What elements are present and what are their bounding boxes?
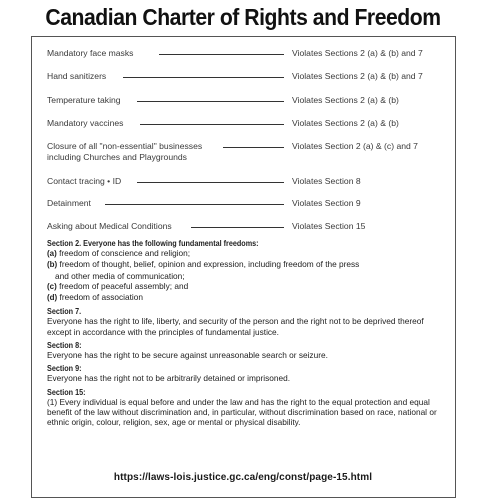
leader-line bbox=[137, 101, 284, 102]
leader-line bbox=[123, 77, 284, 78]
section-2-item: (a) freedom of conscience and religion; bbox=[47, 248, 191, 259]
section-7-heading: Section 7. bbox=[47, 306, 82, 317]
violation-label: Violates Sections 2 (a) & (b) bbox=[292, 95, 399, 105]
section-9-heading: Section 9: bbox=[47, 363, 82, 374]
violation-label: Violates Sections 2 (a) & (b) bbox=[292, 118, 399, 128]
leader-line bbox=[105, 204, 284, 205]
section-7-text: Everyone has the right to life, liberty, and security of the person and the right not to be deprived thereof except in accordance with the principles of fundamental justice. bbox=[47, 316, 424, 337]
measure-label: Hand sanitizers bbox=[47, 71, 107, 81]
violation-label: Violates Section 9 bbox=[292, 198, 361, 208]
section-2-item-continued: and other media of communication; bbox=[55, 270, 185, 281]
measure-label: Asking about Medical Conditions bbox=[47, 221, 172, 231]
measure-label: Closure of all "non-essential" businesses bbox=[47, 141, 203, 151]
charter-sections bbox=[47, 238, 447, 427]
violation-label: Violates Sections 2 (a) & (b) and 7 bbox=[292, 71, 423, 81]
measure-label-continued: including Churches and Playgrounds bbox=[47, 152, 187, 162]
section-9-text: Everyone has the right not to be arbitrarily detained or imprisoned. bbox=[47, 373, 291, 384]
section-2-item: (b) freedom of thought, belief, opinion and expression, including freedom of the press bbox=[47, 259, 360, 270]
measure-label: Contact tracing • ID bbox=[47, 176, 122, 186]
leader-line bbox=[159, 54, 284, 55]
section-8-heading: Section 8: bbox=[47, 339, 82, 350]
section-2-heading: Section 2. Everyone has the following fundamental freedoms: bbox=[47, 238, 259, 248]
section-15-heading: Section 15: bbox=[47, 386, 86, 397]
violation-label: Violates Section 15 bbox=[292, 221, 366, 231]
measure-label: Mandatory vaccines bbox=[47, 118, 124, 128]
leader-line bbox=[140, 124, 284, 125]
violation-label: Violates Sections 2 (a) & (b) and 7 bbox=[292, 48, 423, 58]
violation-label: Violates Section 8 bbox=[292, 176, 361, 186]
measure-label: Temperature taking bbox=[47, 95, 121, 105]
leader-line bbox=[223, 147, 284, 148]
measure-label: Detainment bbox=[47, 198, 91, 208]
section-15-text: (1) Every individual is equal before and under the law and has the right to the equal protection and equal benefit of the law without discrimination and, in particular, without discrimination based on race, national or ethnic origin, colour, religion, sex, age or mental or physical disability. bbox=[47, 396, 437, 428]
source-url: https://laws-lois.justice.gc.ca/eng/const/page-15.html bbox=[113, 472, 373, 483]
leader-line bbox=[191, 227, 284, 228]
section-2-item: (d) freedom of association bbox=[47, 292, 144, 303]
section-2-item: (c) freedom of peaceful assembly; and bbox=[47, 280, 189, 291]
leader-line bbox=[137, 182, 284, 183]
violation-label: Violates Section 2 (a) & (c) and 7 bbox=[292, 141, 418, 151]
section-8-text: Everyone has the right to be secure against unreasonable search or seizure. bbox=[47, 350, 328, 361]
measure-label: Mandatory face masks bbox=[47, 48, 134, 58]
page-title: Canadian Charter of Rights and Freedom bbox=[45, 4, 441, 30]
